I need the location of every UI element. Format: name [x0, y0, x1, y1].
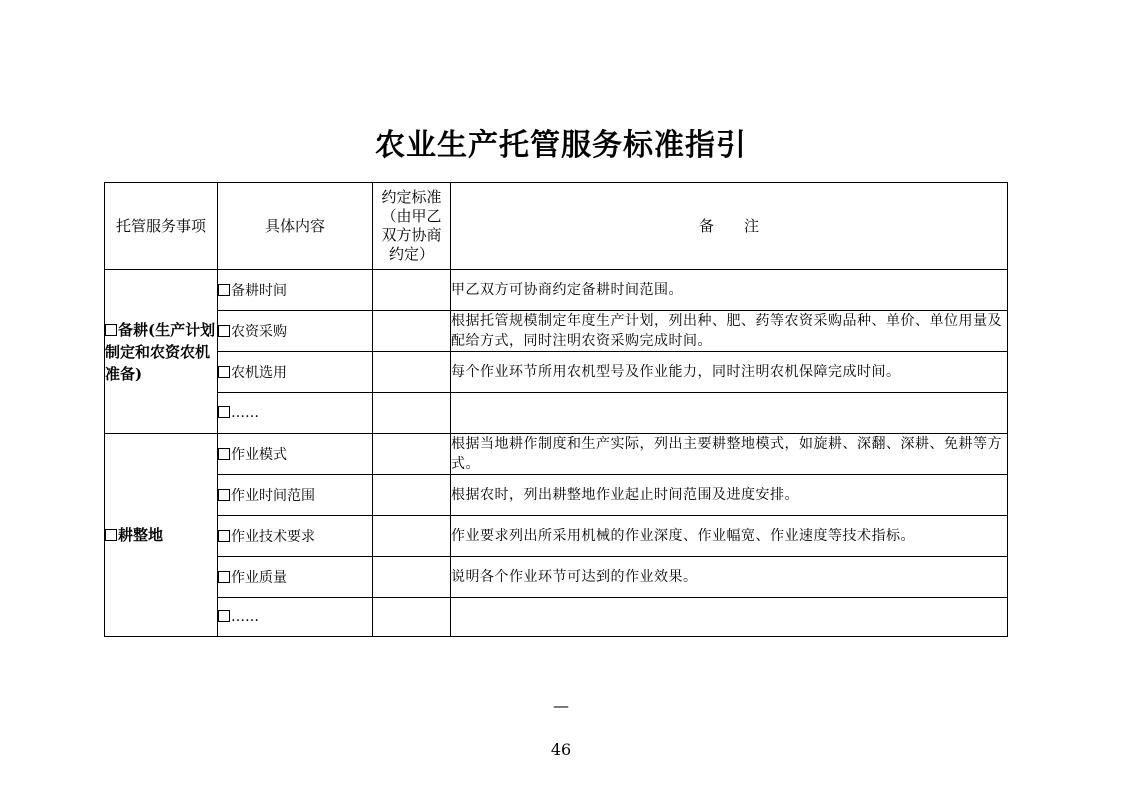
table-row [105, 516, 1008, 557]
table-row [105, 352, 1008, 393]
checkbox-icon[interactable] [218, 571, 230, 583]
checkbox-icon[interactable] [105, 324, 117, 336]
table-row [105, 270, 1008, 311]
standard-cell [373, 270, 451, 311]
content-label: 作业技术要求 [231, 529, 315, 545]
checkbox-icon[interactable] [105, 529, 117, 541]
remark-cell [451, 598, 1008, 637]
page-number: 46 [550, 740, 572, 759]
category-label: 耕整地 [118, 526, 164, 544]
header-agreed-standard: 约定标准（由甲乙双方协商约定） [373, 183, 451, 270]
remark-cell: 根据托管规模制定年度生产计划，列出种、肥、药等农资采购品种、单价、单位用量及配给方式，同时注明农资采购完成时间。 [451, 311, 1008, 352]
table-header-row [105, 183, 1008, 270]
content-label: …… [231, 405, 259, 421]
standard-cell [373, 434, 451, 475]
content-cell [218, 557, 373, 598]
standard-cell [373, 311, 451, 352]
checkbox-icon[interactable] [218, 406, 230, 418]
remark-cell: 每个作业环节所用农机型号及作业能力，同时注明农机保障完成时间。 [451, 352, 1008, 393]
content-label: 备耕时间 [231, 283, 287, 299]
category-label: 备耕(生产计划制定和农资农机准备) [105, 320, 216, 383]
standard-cell [373, 475, 451, 516]
header-remarks: 备 注 [451, 183, 1008, 270]
standard-cell [373, 352, 451, 393]
table-row [105, 598, 1008, 637]
category-cell-preparation [105, 270, 218, 434]
service-standard-table [104, 182, 1008, 637]
content-label: 作业模式 [231, 447, 287, 463]
content-cell [218, 352, 373, 393]
remark-cell [451, 393, 1008, 434]
standard-cell [373, 516, 451, 557]
content-label: 作业时间范围 [231, 488, 315, 504]
remark-cell: 根据农时，列出耕整地作业起止时间范围及进度安排。 [451, 475, 1008, 516]
remark-cell: 根据当地耕作制度和生产实际，列出主要耕整地模式，如旋耕、深翻、深耕、免耕等方式。 [451, 434, 1008, 475]
standard-cell [373, 557, 451, 598]
content-cell [218, 598, 373, 637]
content-cell [218, 475, 373, 516]
checkbox-icon[interactable] [218, 610, 230, 622]
content-label: 农机选用 [231, 365, 287, 381]
content-label: 作业质量 [231, 570, 287, 586]
page-footer-dash: — [553, 696, 569, 715]
content-cell [218, 311, 373, 352]
standard-cell [373, 393, 451, 434]
content-label: …… [231, 609, 259, 625]
content-cell [218, 516, 373, 557]
table-row [105, 393, 1008, 434]
content-cell [218, 393, 373, 434]
standard-cell [373, 598, 451, 637]
category-cell-tillage [105, 434, 218, 637]
checkbox-icon[interactable] [218, 530, 230, 542]
content-cell [218, 434, 373, 475]
table-row [105, 475, 1008, 516]
checkbox-icon[interactable] [218, 489, 230, 501]
table-row [105, 434, 1008, 475]
header-service-item: 托管服务事项 [105, 183, 218, 270]
remark-cell: 作业要求列出所采用机械的作业深度、作业幅宽、作业速度等技术指标。 [451, 516, 1008, 557]
table-row [105, 311, 1008, 352]
document-title: 农业生产托管服务标准指引 [375, 128, 747, 163]
content-label: 农资采购 [231, 324, 287, 340]
checkbox-icon[interactable] [218, 284, 230, 296]
checkbox-icon[interactable] [218, 366, 230, 378]
content-cell [218, 270, 373, 311]
checkbox-icon[interactable] [218, 325, 230, 337]
table-row [105, 557, 1008, 598]
header-content: 具体内容 [218, 183, 373, 270]
checkbox-icon[interactable] [218, 448, 230, 460]
remark-cell: 说明各个作业环节可达到的作业效果。 [451, 557, 1008, 598]
remark-cell: 甲乙双方可协商约定备耕时间范围。 [451, 270, 1008, 311]
